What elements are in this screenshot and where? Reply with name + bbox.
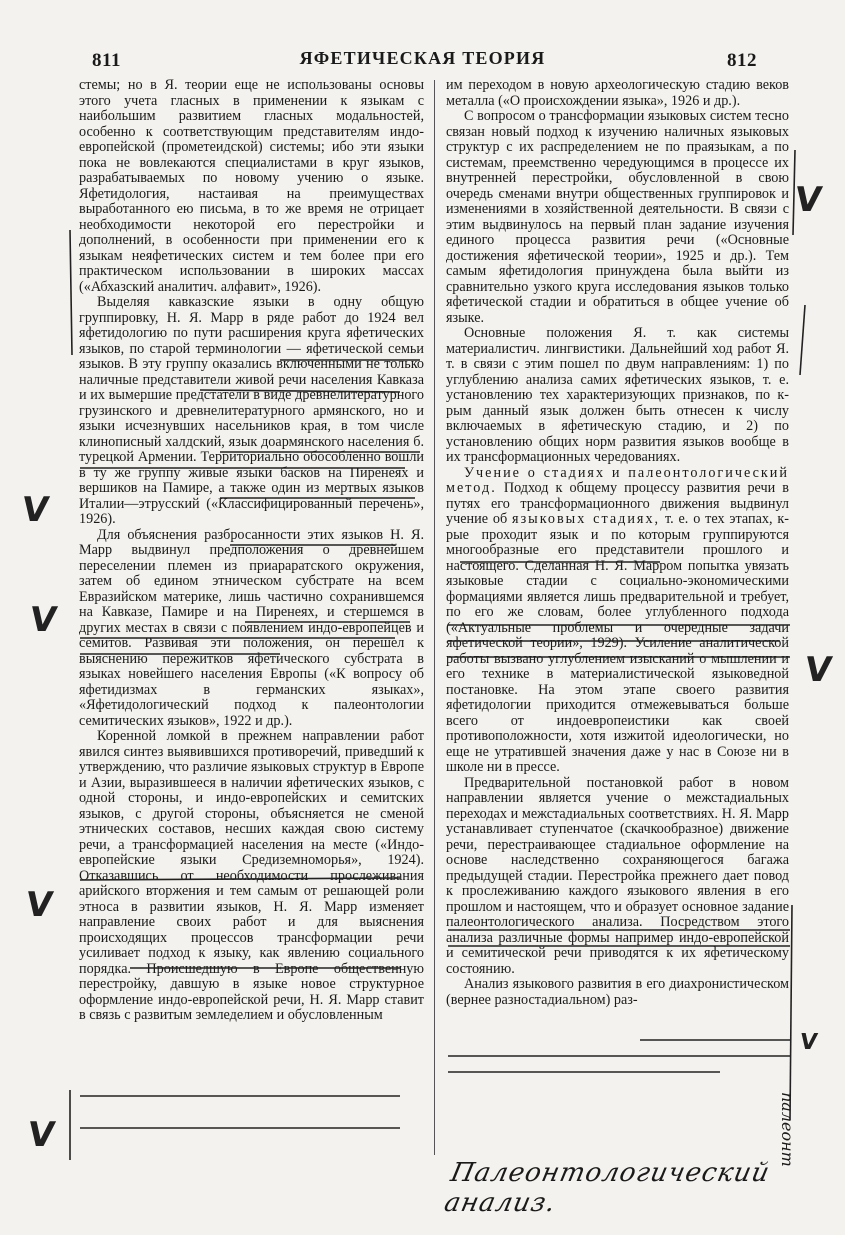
running-title: ЯФЕТИЧЕСКАЯ ТЕОРИЯ bbox=[299, 48, 546, 68]
margin-tick-6: V bbox=[802, 650, 835, 690]
page-header bbox=[0, 40, 845, 80]
right-column bbox=[446, 78, 789, 1158]
column-divider bbox=[434, 80, 435, 1155]
margin-bracket-4 bbox=[70, 230, 72, 355]
right-paragraph-2: С вопросом о трансформации языковых систем тесно связан новый подход к изучению наличных языковых структур с их распределением не по праязыкам, а по системам, преемственно чередующимся в процессе их внутренней перестройки, обусловленной в свою очередь сменами внутри общественных группировок и изменениями в хозяйственной деятельности. В связи с этим выдвинулось на первый план задание изучения единого процесса развития речи («Основные достижения яфетической теории», 1925 и др.). Тем самым яфетидология принуждена была выйти из сравнительно узкого круга исследования языков только яфетической стадии и обратиться в общее учение об языке. bbox=[446, 108, 789, 326]
left-paragraph-4: Коренной ломкой в прежнем направлении работ явился синтез выявившихся противоречий, приведший к утверждению, что различие языковых структур в Европе и Азии, выразившееся в наличии яфетических языков, с одной стороны, и индо-европейских и семитских языков, с другой стороны, объясняется не сменой этнических составов, несших каждая свою систему речи, а трансформацией населения на месте («Индо-европейские языки Средиземноморья», 1924). Отказавшись от необходимости прослеживания арийского вторжения и тем самым от решающей роли этноса в развитии языков, Н. Я. Марр изменяет направление своих работ и для выяснения происходящих процессов трансформации речи усиливает подход к языку, как явлению социального порядка. Происшедшую в Европе общественную перестройку, давшую в языке новое структурное оформление индо-европейской речи, Н. Я. Марр ставит в связь с развитым земледелием и обусловленным bbox=[79, 728, 424, 1023]
left-column bbox=[79, 78, 424, 1158]
margin-tick-2: V bbox=[27, 600, 60, 640]
left-page-number: 811 bbox=[92, 50, 121, 71]
left-paragraph-1: стемы; но в Я. теории еще не использованы основы этого учета гласных в применении к языкам с наибольшим развитием гласных модальностей, особенно к соответствующим представителям индо-европейской (прометеидской) системы; ибо эти языки пока не вовлекаются специалистами в круг языков, разрабатываемых по новому учению о языке. Яфетидология, настаивая на преимуществах выработанного ею письма, в то же время не отрицает необходимости некоторой его перестройки и дополнений, в особенности при применении его к языкам неяфетических систем и тем более при его практическом использовании в широких массах («Абхазский аналитич. алфавит», 1926). bbox=[79, 78, 424, 295]
bottom-handwritten-note: Палеонтологический анализ. bbox=[441, 1158, 773, 1218]
right-paragraph-3: Основные положения Я. т. как системы материалистич. лингвистики. Дальнейший ход работ Я. т. в связи с этим пошел по двум направлениям: 1) по углублению анализа самих яфетических языков, т. е. установлению тех характеризующих признаков, по к-рым данный язык должен быть отнесен к числу включаемых в яфетическую стадию, и 2) по установлению общих норм развития языков вообще в их трансформационных чередованиях. bbox=[446, 325, 789, 465]
margin-tick-5: V bbox=[792, 180, 825, 220]
right-paragraph-6: Анализ языкового развития в его диахронистическом (вернее разностадиальном) раз- bbox=[446, 976, 789, 1008]
left-paragraph-3: Для объяснения разбросанности этих языков Н. Я. Марр выдвинул предположения о древнейшем переселении племен из приараратского окружения, затем об едином этническом субстрате на всем Евразийском материке, лишь частично сохранившемся на Кавказе, Памире и на Пиренеях, и стершемся в других местах в связи с появлением индо-европейцев и семитов. Развивая эти положения, он перешел к выяснению пережитков яфетического субстрата в языках новейшего населения Европы («К вопросу об яфетидизмах в германских языках», «Яфетидологический подход к палеонтологии семитических языков», 1922 и др.). bbox=[79, 526, 424, 729]
margin-bracket-1 bbox=[793, 150, 795, 235]
margin-tick-7: V bbox=[798, 1030, 819, 1055]
margin-bracket-2 bbox=[800, 305, 805, 375]
section-heading: Учение о стадиях и палеонтологический метод. bbox=[446, 464, 789, 496]
margin-tick-1: V bbox=[19, 490, 52, 530]
left-paragraph-2: Выделяя кавказские языки в одну общую группировку, Н. Я. Марр в ряде работ до 1924 вел яфетидологию по пути расширения круга яфетических языков, по старой терминологии — яфетической семьи языков. В эту группу оказались включенными не только наличные представители живой речи населения Кавказа и их вымершие предстатели в виде древнелитературного грузинского и древнелитературного армянского, но и языки исчезнувших насельников края, в том числе клинописный халдский, язык доармянского населения б. турецкой Армении. Территориально обособленно вошли в ту же группу живые языки басков на Пиренеях и вершиков на Памире, а также один из мертвых языков Италии—этрусский («Классифицированный перечень», 1926). bbox=[79, 294, 424, 527]
spaced-term: языковых стадиях, bbox=[512, 511, 661, 527]
right-paragraph-4 bbox=[446, 466, 789, 776]
paragraph-4-text-a: Подход к общему процессу развития речи в путях его трансформационного движения выдвинул учение об bbox=[446, 480, 789, 527]
margin-bracket-3 bbox=[790, 905, 792, 1120]
right-paragraph-1: им переходом в новую археологическую стадию веков металла («О происхождении языка», 1926 и др.). bbox=[446, 78, 789, 109]
margin-tick-3: V bbox=[23, 885, 56, 925]
paragraph-4-text-b: т. е. о тех этапах, к-рые проходит язык и по которым группируются многообразные его представители прошлого и настоящего. Сделанная Н. Я. Марром попытка увязать языковые стадии с социально-экономическими формациями является лишь предварительной и требует, по его же словам, более углубленного подхода («Актуальные проблемы и очередные задачи яфетической теории», 1929). Усиление аналитической работы вызвано углублением изысканий о мышлении и его технике в материалистической языковедной постановке. На этом этапе своего развития яфетидологии приходится отмежевываться больше всего от индоевропеистики как своей противоположности, хотя изжитой идеологически, но еще не утратившей значения даже у нас в Союзе ни в школе ни в прессе. bbox=[446, 511, 789, 775]
margin-handwritten-note: палеонт bbox=[778, 1092, 797, 1167]
margin-tick-4: V bbox=[25, 1115, 58, 1155]
right-page-number: 812 bbox=[727, 50, 757, 71]
right-paragraph-5: Предварительной постановкой работ в новом направлении является учение о межстадиальных переходах и межстадиальных соответствиях. Н. Я. Марр устанавливает ступенчатое (скачкообразное) движение речи, перестраивающее стадиальное оформление на основе наследственно сохраняющегося багажа предыдущей стадии. Перестройка прежнего дает повод к прослеживанию каждого языкового явления в его прошлом и настоящем, что и образует основное задание палеонтологического анализа. Посредством этого анализа различные формы например индо-европейской и семитической речи приводятся к их яфетическому состоянию. bbox=[446, 774, 789, 977]
